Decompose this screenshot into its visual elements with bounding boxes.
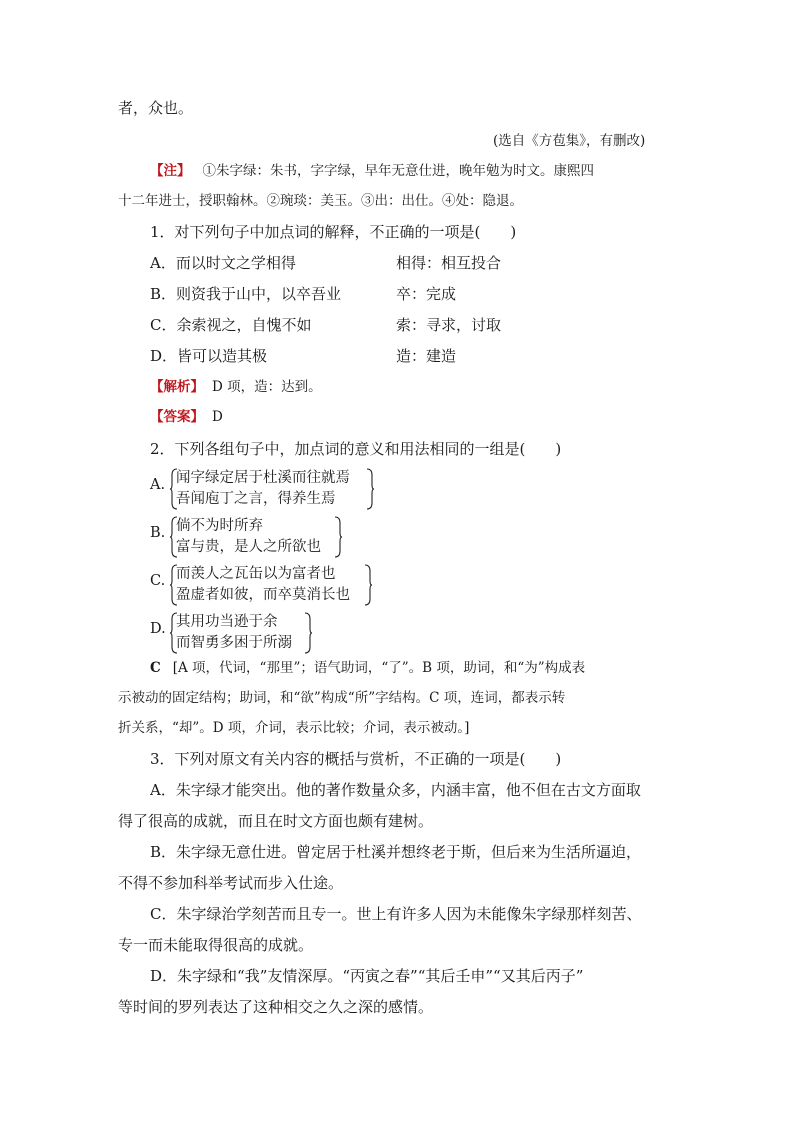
right-brace-icon xyxy=(304,611,312,655)
right-brace-icon xyxy=(366,467,374,511)
choice-sentence-1: 而羡人之瓦缶以为富者也 xyxy=(176,566,336,582)
source-citation: (选自《方苞集》，有删改) xyxy=(493,133,646,149)
note-line-2: 十二年进士，授职翰林。②琬琰：美玉。③出：出仕。④处：隐退。 xyxy=(118,193,523,209)
q1-option-a-gloss: 相得：相互投合 xyxy=(396,254,502,272)
answer-text: D xyxy=(212,409,223,425)
q3-option-d-line-1: D．朱字绿和“我”友情深厚。“丙寅之春”“其后壬申”“又其后丙子” xyxy=(150,967,584,985)
note-tag: 【注】 xyxy=(150,163,191,179)
q2-choice-d xyxy=(150,611,390,655)
q1-stem: 1．对下列句子中加点词的解释，不正确的一项是( ) xyxy=(150,223,517,241)
q2-answer-letter: C xyxy=(150,660,161,676)
q1-option-c: C．余索视之，自愧不如 xyxy=(150,316,312,334)
choice-letter: A. xyxy=(150,477,166,493)
q3-option-a-line-1: A．朱字绿才能突出。他的著作数量众多，内涵丰富，他不但在古文方面取 xyxy=(150,781,641,799)
q1-analysis xyxy=(150,377,322,397)
choice-letter: D. xyxy=(150,621,166,637)
note-line-1 xyxy=(150,161,594,181)
choice-sentence-2: 吾闻庖丁之言，得养生焉 xyxy=(176,491,336,507)
analysis-text: D 项，造：达到。 xyxy=(212,379,322,395)
q3-stem: 3．下列对原文有关内容的概括与赏析，不正确的一项是( ) xyxy=(150,750,562,768)
q3-option-c-line-2: 专一而未能取得很高的成就。 xyxy=(118,936,314,954)
answer-tag: 【答案】 xyxy=(150,409,204,425)
right-brace-icon xyxy=(334,515,342,559)
q1-option-b-gloss: 卒：完成 xyxy=(396,285,457,303)
q2-explanation-line-2: 示被动的固定结构；助词，和“欲”构成“所”字结构。C 项，连词，都表示转 xyxy=(118,690,566,706)
q3-option-d-line-2: 等时间的罗列表达了这种相交之久之深的感情。 xyxy=(118,998,434,1016)
choice-sentence-2: 富与贵，是人之所欲也 xyxy=(176,539,321,555)
q1-option-a: A．而以时文之学相得 xyxy=(150,254,296,272)
q3-option-c-line-1: C．朱字绿治学刻苦而且专一。世上有许多人因为未能像朱字绿那样刻苦、 xyxy=(150,905,642,923)
q1-option-d: D．皆可以造其极 xyxy=(150,347,268,365)
choice-sentence-1: 其用功当逊于余 xyxy=(176,614,278,630)
q1-option-d-gloss: 造：建造 xyxy=(396,347,457,365)
q2-choice-b xyxy=(150,515,390,559)
q1-answer xyxy=(150,407,223,427)
choice-sentence-2: 而智勇多困于所溺 xyxy=(176,635,292,651)
q2-explain-1: [A 项，代词，“那里”；语气助词，“了”。B 项，助词，和“为”构成表 xyxy=(172,660,586,676)
q1-option-b: B．则资我于山中，以卒吾业 xyxy=(150,285,342,303)
q2-choice-a xyxy=(150,467,390,511)
q2-explanation-line-3: 折关系，“却”。D 项，介词，表示比较；介词，表示被动。] xyxy=(118,720,470,736)
choice-letter: C. xyxy=(150,573,166,589)
q2-stem: 2．下列各组句子中，加点词的意义和用法相同的一组是( ) xyxy=(150,440,562,458)
q1-option-c-gloss: 索：寻求，讨取 xyxy=(396,316,502,334)
q3-option-b-line-1: B．朱字绿无意仕进。曾定居于杜溪并想终老于斯，但后来为生活所逼迫， xyxy=(150,843,642,861)
analysis-tag: 【解析】 xyxy=(150,379,204,395)
choice-sentence-2: 盈虚者如彼，而卒莫消长也 xyxy=(176,587,350,603)
q2-choice-c xyxy=(150,563,390,607)
choice-letter: B. xyxy=(150,525,166,541)
passage-ending: 者，众也。 xyxy=(118,99,194,117)
q2-explanation-line-1 xyxy=(150,658,585,678)
q3-option-b-line-2: 不得不参加科举考试而步入仕途。 xyxy=(118,874,344,892)
choice-sentence-1: 闻字绿定居于杜溪而往就焉 xyxy=(176,470,350,486)
q3-option-a-line-2: 得了很高的成就，而且在时文方面也颇有建树。 xyxy=(118,812,434,830)
right-brace-icon xyxy=(364,563,372,607)
note-text-1: ①朱字绿：朱书，字字绿，早年无意仕进，晚年勉为时文。康熙四 xyxy=(202,163,594,179)
choice-sentence-1: 倘不为时所弃 xyxy=(176,518,263,534)
